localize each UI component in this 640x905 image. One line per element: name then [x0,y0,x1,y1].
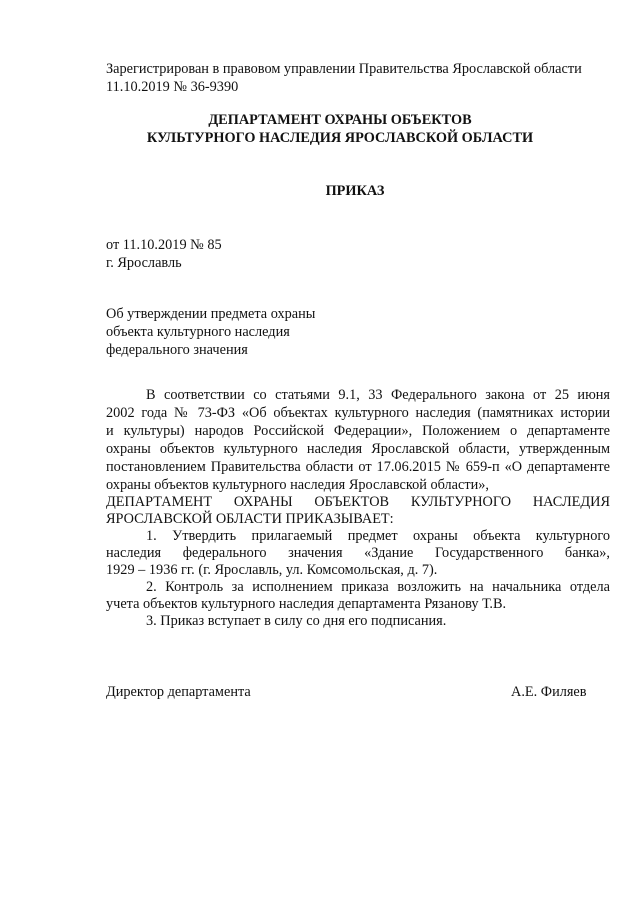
item-3: 3. Приказ вступает в силу со дня его подписания. [146,613,447,629]
signature-position: Директор департамента [106,684,251,700]
order-date-number: от 11.10.2019 № 85 [106,237,222,253]
preamble-line-2: 2002 года № 73-ФЗ «Об объектах культурного наследия (памятниках истории [106,405,610,421]
preamble-line-4: охраны объектов культурного наследия Ярославской области, утвержденным [106,441,610,457]
subject-line-1: Об утверждении предмета охраны [106,306,316,322]
item-1-line-2: наследия федерального значения «Здание Государственного банка», [106,545,610,561]
item-1-line-3: 1929 – 1936 гг. (г. Ярославль, ул. Комсомольская, д. 7). [106,562,438,578]
subject-line-2: объекта культурного наследия [106,324,290,340]
preamble-line-3: и культуры) народов Российской Федерации», Положением о департаменте [106,423,610,439]
orders-heading-line-2: ЯРОСЛАВСКОЙ ОБЛАСТИ ПРИКАЗЫВАЕТ: [106,511,394,527]
registration-line-2: 11.10.2019 № 36-9390 [106,79,239,95]
preamble-line-1: В соответствии со статьями 9.1, 33 Федерального закона от 25 июня [146,387,610,403]
document-type: ПРИКАЗ [325,183,385,199]
orders-heading-line-1: ДЕПАРТАМЕНТ ОХРАНЫ ОБЪЕКТОВ КУЛЬТУРНОГО НАСЛЕДИЯ [106,494,610,510]
item-2-line-1: 2. Контроль за исполнением приказа возложить на начальника отдела [146,579,610,595]
department-title-line-2: КУЛЬТУРНОГО НАСЛЕДИЯ ЯРОСЛАВСКОЙ ОБЛАСТИ [146,130,534,146]
signature-name: А.Е. Филяев [511,684,587,700]
preamble-line-5: постановлением Правительства области от 17.06.2015 № 659-п «О департаменте [106,459,610,475]
registration-line-1: Зарегистрирован в правовом управлении Правительства Ярославской области [106,61,582,77]
preamble-line-6: охраны объектов культурного наследия Ярославской области», [106,477,489,493]
order-city: г. Ярославль [106,255,182,271]
item-1-line-1: 1. Утвердить прилагаемый предмет охраны объекта культурного [146,528,610,544]
department-title-line-1: ДЕПАРТАМЕНТ ОХРАНЫ ОБЪЕКТОВ [208,112,472,128]
subject-line-3: федерального значения [106,342,248,358]
item-2-line-2: учета объектов культурного наследия департамента Рязанову Т.В. [106,596,507,612]
